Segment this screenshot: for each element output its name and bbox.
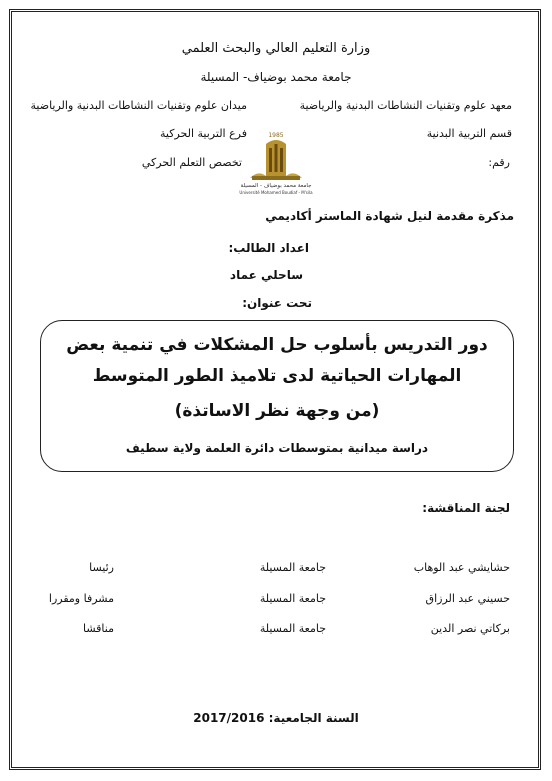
institute-name: معهد علوم وتقنيات النشاطات البدنية والرياضية [299,99,512,112]
university-name: جامعة محمد بوضياف- المسيلة [200,70,352,84]
department-name: قسم التربية البدنية [426,127,512,140]
member-role: رئيسا [89,561,114,574]
branch-name: فرع التربية الحركية [160,127,247,140]
member-name: حشايشي عبد الوهاب [413,561,510,574]
memo-purpose: مذكرة مقدمة لنيل شهادة الماستر أكاديمي [265,209,514,223]
specialty-name: تخصص التعلم الحركي [141,156,242,169]
svg-text:Université Mohamed Boudiaf - M: Université Mohamed Boudiaf - M'sila [239,190,313,195]
thesis-title-line-2: المهارات الحياتية لدى تلاميذ الطور المتوسط [92,366,462,386]
title-label: تحت عنوان: [242,296,312,310]
student-name: ساحلي عماد [229,268,303,282]
member-university: جامعة المسيلة [259,622,326,635]
svg-text:1985: 1985 [268,132,284,139]
thesis-title-line-1: دور التدريس بأسلوب حل المشكلات في تنمية بعض [66,335,488,355]
member-name: بركاتي نصر الدين [430,622,510,635]
academic-year: السنة الجامعية: 2017/2016 [193,711,359,725]
committee-heading: لجنة المناقشة: [422,501,510,515]
member-name: حسيني عبد الرزاق [425,592,510,605]
thesis-title-line-3: (من وجهة نظر الاساتذة) [174,401,380,421]
member-university: جامعة المسيلة [259,592,326,605]
thesis-subtitle: دراسة ميدانية بمتوسطات دائرة العلمة ولاية سطيف [125,441,429,455]
member-university: جامعة المسيلة [259,561,326,574]
member-role: مناقشا [83,622,114,635]
university-logo-icon [238,130,314,198]
field-name: ميدان علوم وتقنيات النشاطات البدنية والرياضية [30,99,247,112]
student-label: اعداد الطالب: [228,241,309,255]
thesis-title-box [40,320,514,472]
member-role: مشرفا ومقررا [48,592,114,605]
number-label: رقم: [488,156,510,169]
svg-text:جامعة محمد بوضياف - المسيلة: جامعة محمد بوضياف - المسيلة [240,183,312,189]
ministry-title: وزارة التعليم العالي والبحث العلمي [181,41,371,56]
